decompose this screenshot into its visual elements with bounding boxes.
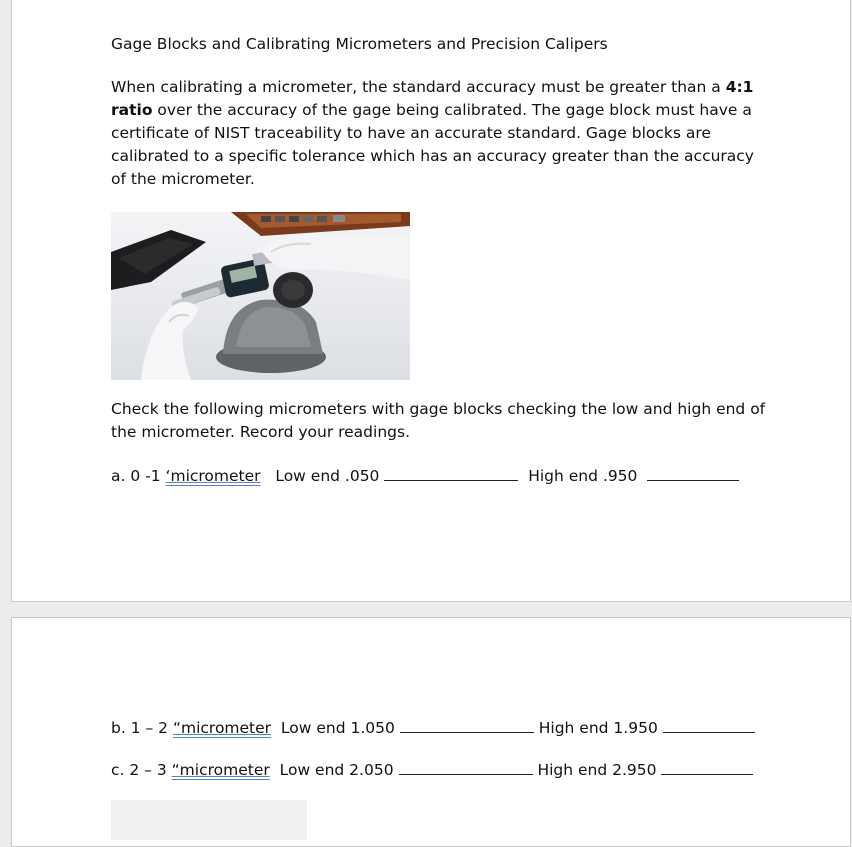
item-b-quote: “ bbox=[172, 719, 181, 737]
item-a-row bbox=[111, 465, 739, 488]
item-b-row bbox=[111, 717, 755, 740]
document-title: Gage Blocks and Calibrating Micrometers and Precision Calipers bbox=[111, 35, 608, 53]
item-b-high-label: High end 1.950 bbox=[538, 719, 658, 737]
item-b-low-label: Low end 1.050 bbox=[280, 719, 395, 737]
photo-illustration bbox=[111, 212, 410, 380]
paragraph-text: When calibrating a micrometer, the standard accuracy must be greater than a bbox=[111, 78, 726, 96]
item-a-word: micrometer bbox=[170, 467, 261, 485]
item-a-unit-word bbox=[166, 467, 261, 485]
paragraph-text-cont: over the accuracy of the gage being calibrated. The gage block must have a certificate of NIST traceability to have an accurate standard. Gage blocks are calibrated to a specific tolerance which has an accuracy greater than the accuracy of the micrometer. bbox=[111, 101, 754, 188]
item-c-quote: “ bbox=[171, 761, 180, 779]
item-b-low-blank[interactable] bbox=[400, 718, 534, 733]
item-c-high-blank[interactable] bbox=[661, 760, 753, 775]
item-a-prefix: a. 0 -1 bbox=[111, 467, 166, 485]
instructions-text: Check the following micrometers with gage blocks checking the low and high end of the micrometer. Record your readings. bbox=[111, 400, 766, 441]
item-b-unit-word bbox=[173, 719, 271, 737]
image-placeholder bbox=[111, 800, 307, 840]
micrometer-calibration-photo bbox=[111, 212, 410, 380]
item-c-low-blank[interactable] bbox=[399, 760, 533, 775]
item-c-low-label: Low end 2.050 bbox=[279, 761, 394, 779]
item-b-high-blank[interactable] bbox=[663, 718, 755, 733]
item-a-quote: ‘ bbox=[165, 467, 171, 485]
item-c-word: micrometer bbox=[179, 761, 270, 779]
item-c-high-label: High end 2.950 bbox=[537, 761, 657, 779]
item-b-prefix: b. 1 – 2 bbox=[111, 719, 173, 737]
item-c-row bbox=[111, 759, 753, 782]
item-c-unit-word bbox=[172, 761, 270, 779]
paragraph-bold-ratio: 4:1 ratio bbox=[111, 78, 754, 119]
document-page-2 bbox=[11, 617, 851, 847]
intro-paragraph bbox=[111, 76, 761, 191]
item-c-prefix: c. 2 – 3 bbox=[111, 761, 172, 779]
item-a-high-blank[interactable] bbox=[647, 466, 739, 481]
item-b-word: micrometer bbox=[180, 719, 272, 737]
item-a-low-label: Low end .050 bbox=[275, 467, 380, 485]
item-a-low-blank[interactable] bbox=[384, 466, 518, 481]
item-a-high-label: High end .950 bbox=[528, 467, 638, 485]
document-page-1 bbox=[11, 0, 851, 602]
